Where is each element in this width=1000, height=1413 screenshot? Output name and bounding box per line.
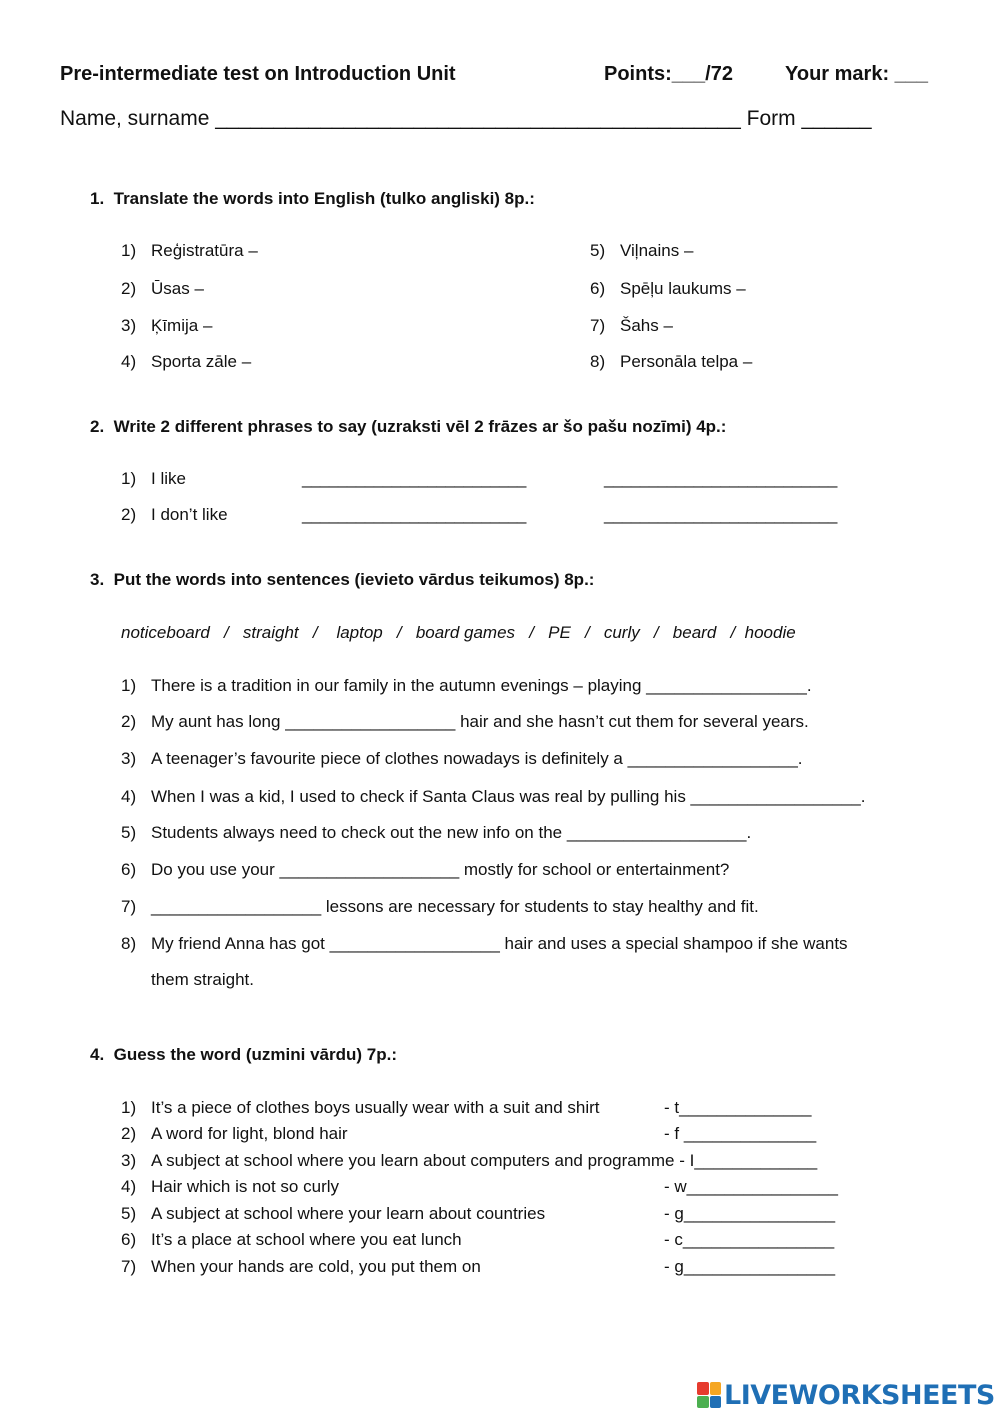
list-item: 7) Šahs – [590,316,673,335]
list-item: 7) __________________ lessons are necessary for students to stay healthy and fit. [121,897,759,916]
list-item: 1) Reģistratūra – [121,241,258,260]
page-title: Pre-intermediate test on Introduction Unit [60,63,456,85]
list-item: 3) A subject at school where you learn about computers and programme - I_____________ [121,1151,818,1170]
answer-blank[interactable]: _________________________ [302,469,526,488]
answer-blank[interactable]: __________________________ [604,505,837,524]
list-item: 2) I don’t like [121,505,228,524]
list-item: 5) A subject at school where your learn about countries [121,1204,546,1223]
list-item: 2) My aunt has long __________________ hair and she hasn’t cut them for several years. [121,712,809,731]
list-item: 4) Hair which is not so curly [121,1177,340,1196]
list-item: 3) A teenager’s favourite piece of clothes nowadays is definitely a __________________. [121,749,803,768]
question-2-title: 2. Write 2 different phrases to say (uzraksti vēl 2 frāzes ar šo pašu nozīmi) 4p.: [90,417,727,436]
list-item: 1) I like [121,469,186,488]
liveworksheets-logo-icon [697,1382,721,1408]
question-4-title: 4. Guess the word (uzmini vārdu) 7p.: [90,1045,397,1064]
answer-blank[interactable]: - t______________ [664,1098,812,1117]
answer-blank[interactable]: - g________________ [664,1204,836,1223]
list-item: 2) Ūsas – [121,279,204,298]
list-item: 8) My friend Anna has got __________________ hair and uses a special shampoo if she wants [121,934,848,953]
list-item: 4) When I was a kid, I used to check if Santa Claus was real by pulling his __________________. [121,787,866,806]
question-3-title: 3. Put the words into sentences (ievieto vārdus teikumos) 8p.: [90,570,595,589]
list-item: 3) Ķīmija – [121,316,213,335]
list-item: 6) It’s a place at school where you eat lunch [121,1230,462,1249]
list-item: 4) Sporta zāle – [121,352,252,371]
answer-blank[interactable]: - g________________ [664,1257,836,1276]
list-item: 5) Students always need to check out the new info on the ___________________. [121,823,752,842]
mark-field: Your mark: ___ [785,63,929,85]
answer-blank[interactable]: - w________________ [664,1177,838,1196]
word-bank: noticeboard / straight / laptop / board games / PE / curly / beard / hoodie [121,623,796,642]
list-item: 8) Personāla telpa – [590,352,753,371]
list-item-continuation: them straight. [151,970,254,989]
list-item: 6) Do you use your ___________________ mostly for school or entertainment? [121,860,730,879]
answer-blank[interactable]: - f ______________ [664,1124,817,1143]
answer-blank[interactable]: - c________________ [664,1230,835,1249]
logo-text: LIVEWORKSHEETS [724,1379,995,1411]
list-item: 6) Spēļu laukums – [590,279,746,298]
list-item: 5) Viļnains – [590,241,694,260]
list-item: 1) It’s a piece of clothes boys usually wear with a suit and shirt [121,1098,600,1117]
list-item: 2) A word for light, blond hair [121,1124,348,1143]
answer-blank[interactable]: _________________________ [302,505,526,524]
liveworksheets-logo[interactable] [697,1378,995,1412]
question-1-title: 1. Translate the words into English (tulko angliski) 8p.: [90,189,535,208]
name-form-line: Name, surname _____________________________________________ Form ______ [60,107,872,130]
list-item: 1) There is a tradition in our family in the autumn evenings – playing _________________. [121,676,812,695]
answer-blank[interactable]: __________________________ [604,469,837,488]
list-item: 7) When your hands are cold, you put them on [121,1257,481,1276]
points-field: Points:___/72 [604,63,733,85]
